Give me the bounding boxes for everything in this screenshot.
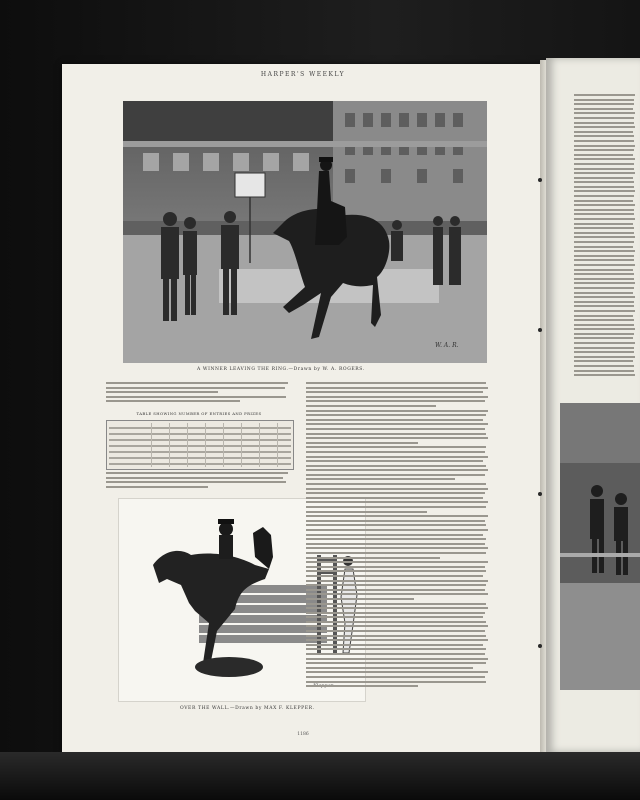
facing-illustration-fragment [560,403,640,690]
stitch-hole [538,644,542,648]
caption-winner: A WINNER LEAVING THE RING.—Drawn by W. A. ROGERS. [197,367,365,372]
text-column-right [306,382,492,690]
stitch-hole [538,492,542,496]
table-title: TABLE SHOWING NUMBER OF ENTRIES AND PRIZES [136,411,262,416]
entries-prizes-table [106,420,294,470]
caption-over-the-wall: OVER THE WALL.—Drawn by MAX F. KLEPPER. [180,706,315,711]
text-column-left-top [106,382,292,405]
masthead: HARPER'S WEEKLY [260,71,346,78]
stitch-hole [538,328,542,332]
svg-text:W. A. R.: W. A. R. [435,342,459,349]
illustration-winner-leaving-ring [123,101,487,363]
text-column-left-mid [106,472,292,490]
page-number: 1186 [297,732,309,737]
facing-page [546,58,640,752]
facing-text-column [574,94,636,379]
stitch-hole [538,178,542,182]
table-edge [0,752,640,800]
newspaper-page [62,64,544,754]
